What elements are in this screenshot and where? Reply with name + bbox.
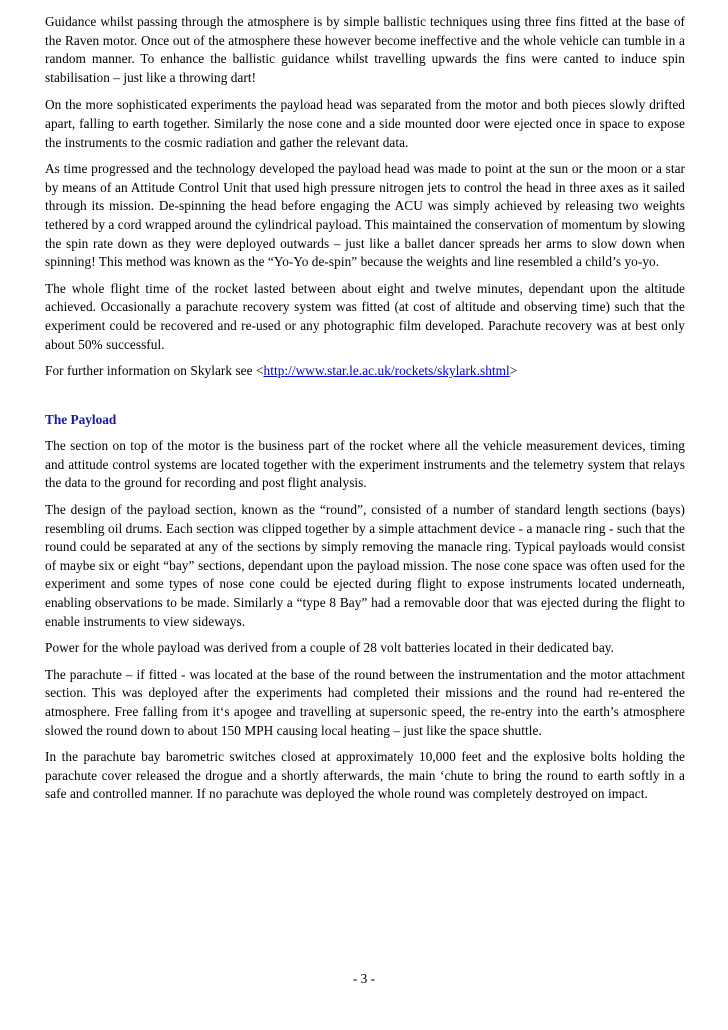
- skylark-link[interactable]: http://www.star.le.ac.uk/rockets/skylark.shtml: [263, 363, 510, 379]
- paragraph-payload-overview: The section on top of the motor is the business part of the rocket where all the vehicle measurement devices, timing and attitude control systems are located together with the experiment instruments and the telemetry system that relays the data to the ground for recording and post flight analysis.: [45, 438, 685, 491]
- paragraph-parachute: The parachute – if fitted - was located at the base of the round between the instrumentation and the motor attachment section. This was deployed after the experiments had completed their missions and the round had re-entered the atmosphere. Free falling from it‘s apogee and travelling at supersonic speed, the re-entry into the earth’s atmosphere slowed the round down to about 150 MPH causing local heating – just like the space shuttle.: [45, 666, 685, 738]
- paragraph-attitude-control: As time progressed and the technology developed the payload head was made to point at the sun or the moon or a star by means of an Attitude Control Unit that used high pressure nitrogen jets to control the head in three axes as it sailed through its mission. De-spinning the head before engaging the ACU was simply achieved by releasing two weights tethered by a cord wrapped around the cylindrical payload. This maintained the conservation of momentum by slowing the spin rate down as they were deployed outwards – just like a ballet dancer spreads her arms to slow down when spinning! This method was known as the “Yo-Yo de-spin” because the weights and line resembled a child’s yo-yo.: [45, 161, 685, 270]
- paragraph-guidance: Guidance whilst passing through the atmosphere is by simple ballistic techniques using three fins fitted at the base of the Raven motor. Once out of the atmosphere these however become ineffective and the whole vehicle can tumble in a random manner. To enhance the ballistic guidance whilst travelling upwards the fins were canted to induce spin stabilisation – just like a throwing dart!: [45, 14, 685, 85]
- paragraph-further-info: [45, 362, 685, 381]
- further-info-suffix: >: [509, 363, 518, 379]
- paragraph-flight-time: The whole flight time of the rocket lasted between about eight and twelve minutes, dependant upon the altitude achieved. Occasionally a parachute recovery system was fitted (at cost of altitude and observing time) such that the experiment could be recovered and re-used or any photographic film developed. Parachute recovery was at best only about 50% successful.: [45, 280, 685, 352]
- paragraph-payload-design: The design of the payload section, known as the “round”, consisted of a number of standard length sections (bays) resembling oil drums. Each section was clipped together by a simple attachment device - a manacle ring - such that the round could be separated at any of the sections by simply removing the manacle ring. Typical payloads would consist of maybe six or eight “bay” sections, dependant upon the payload mission. The nose cone space was often used for the experiment and some types of nose cone could be ejected during flight to expose instruments located underneath, enabling observations to be made. Similarly a “type 8 Bay” had a removable door that was ejected during the flight to enable instruments to view sideways.: [45, 502, 685, 629]
- section-heading-payload: The Payload: [45, 411, 117, 427]
- document-page: [45, 13, 685, 812]
- paragraph-parachute-bay: In the parachute bay barometric switches closed at approximately 10,000 feet and the explosive bolts holding the parachute cover released the drogue and a shortly afterwards, the main ‘chute to bring the round to earth softly in a safe and controlled manner. If no parachute was deployed the whole round was completely destroyed on impact.: [45, 749, 685, 802]
- further-info-prefix: For further information on Skylark see <: [45, 363, 264, 379]
- page-number: - 3 -: [352, 971, 376, 986]
- paragraph-separation: On the more sophisticated experiments the payload head was separated from the motor and both pieces slowly drifted apart, falling to earth together. Similarly the nose cone and a side mounted door were ejected once in space to expose the instruments to the cosmic radiation and gather the relevant data.: [45, 97, 685, 150]
- paragraph-power: Power for the whole payload was derived from a couple of 28 volt batteries located in their dedicated bay.: [45, 640, 614, 656]
